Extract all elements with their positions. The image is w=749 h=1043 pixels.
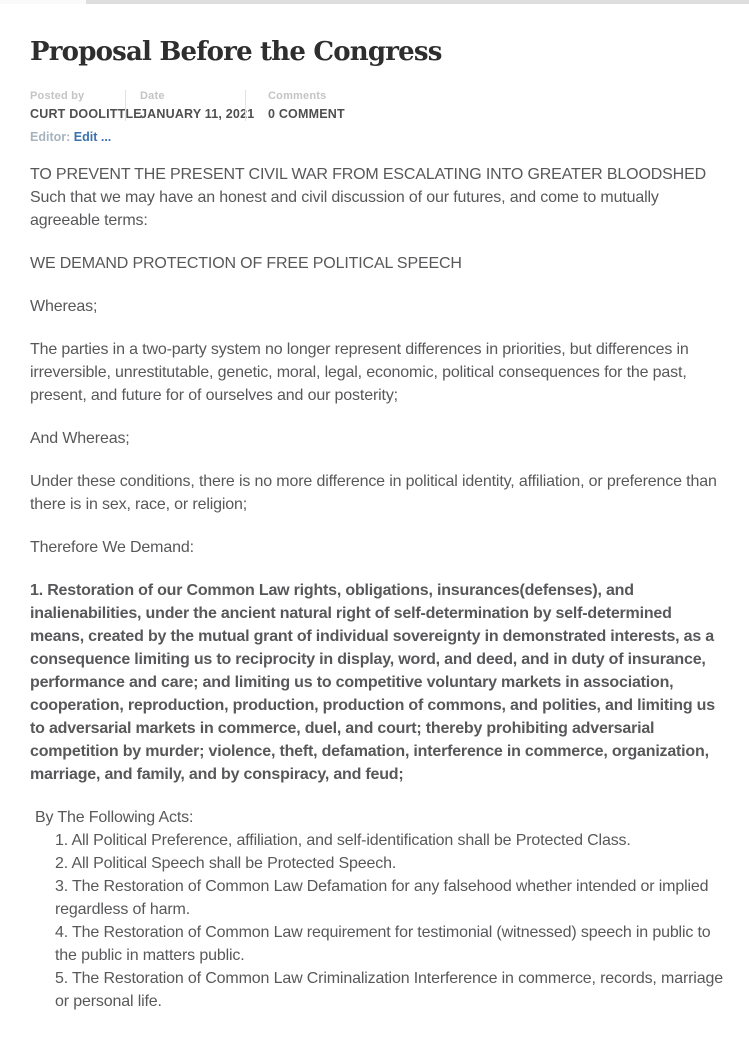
edit-link[interactable]: Edit ... <box>73 130 112 144</box>
post-meta <box>30 90 727 121</box>
act-item-2: 2. All Political Speech shall be Protected Speech. <box>55 855 397 872</box>
intro-paragraph <box>30 163 727 232</box>
page-title: Proposal Before the Congress <box>30 37 442 67</box>
author-name: CURT DOOLITTLE <box>30 107 142 121</box>
editor-label: Editor: <box>30 130 71 144</box>
act-item-1: 1. All Political Preference, affiliation, and self-identification shall be Protected Class. <box>55 832 631 849</box>
editor-row <box>30 130 727 144</box>
demand-heading: WE DEMAND PROTECTION OF FREE POLITICAL SPEECH <box>30 255 462 272</box>
post-body <box>30 163 727 1013</box>
date-label: Date <box>140 90 165 102</box>
meta-comments-column <box>245 90 359 121</box>
acts-section <box>30 806 727 1013</box>
post-date: JANUARY 11, 2021 <box>140 107 255 121</box>
act-item-5: 5. The Restoration of Common Law Criminalization Interference in commerce, records, marriage or personal life. <box>55 970 723 1010</box>
meta-date-column <box>125 90 255 121</box>
acts-heading: By The Following Acts: <box>35 809 194 826</box>
article-page <box>0 34 749 1043</box>
act-item-3: 3. The Restoration of Common Law Defamation for any falsehood whether intended or implied regardless of harm. <box>55 878 709 918</box>
scroll-progress-segment <box>0 0 86 4</box>
intro-line-2: Such that we may have an honest and civil discussion of our futures, and come to mutually agreeable terms: <box>30 189 659 229</box>
and-whereas-text: Under these conditions, there is no more difference in political identity, affiliation, or preference than there is in sex, race, or religion; <box>30 473 717 513</box>
therefore-label: Therefore We Demand: <box>30 539 194 556</box>
comments-count: 0 COMMENT <box>268 107 345 121</box>
scroll-progress-bar <box>0 0 749 4</box>
meta-author-column <box>30 90 142 121</box>
whereas-text: The parties in a two-party system no longer represent differences in priorities, but differences in irreversible, unrestitutable, genetic, moral, legal, economic, political consequences for the past, present, and future for of ourselves and our posterity; <box>30 341 689 404</box>
intro-line-1: TO PREVENT THE PRESENT CIVIL WAR FROM ESCALATING INTO GREATER BLOODSHED <box>30 166 706 183</box>
comments-label: Comments <box>268 90 327 102</box>
demand-item-1: 1. Restoration of our Common Law rights, obligations, insurances(defenses), and inalienabilities, under the ancient natural right of self-determination by self-determined means, created by the mutual grant of individual sovereignty in demonstrated interests, as a consequence limiting us to reciprocity in display, word, and deed, and in duty of insurance, performance and care; and limiting us to competitive voluntary markets in association, cooperation, reproduction, production, production of commons, and polities, and limiting us to adversarial markets in commerce, duel, and court; thereby prohibiting adversarial competition by murder; violence, theft, defamation, interference in commerce, organization, marriage, and family, and by conspiracy, and feud; <box>30 582 715 783</box>
and-whereas-label: And Whereas; <box>30 430 130 447</box>
act-item-4: 4. The Restoration of Common Law requirement for testimonial (witnessed) speech in public to the public in matters public. <box>55 924 711 964</box>
whereas-label: Whereas; <box>30 298 98 315</box>
posted-by-label: Posted by <box>30 90 85 102</box>
